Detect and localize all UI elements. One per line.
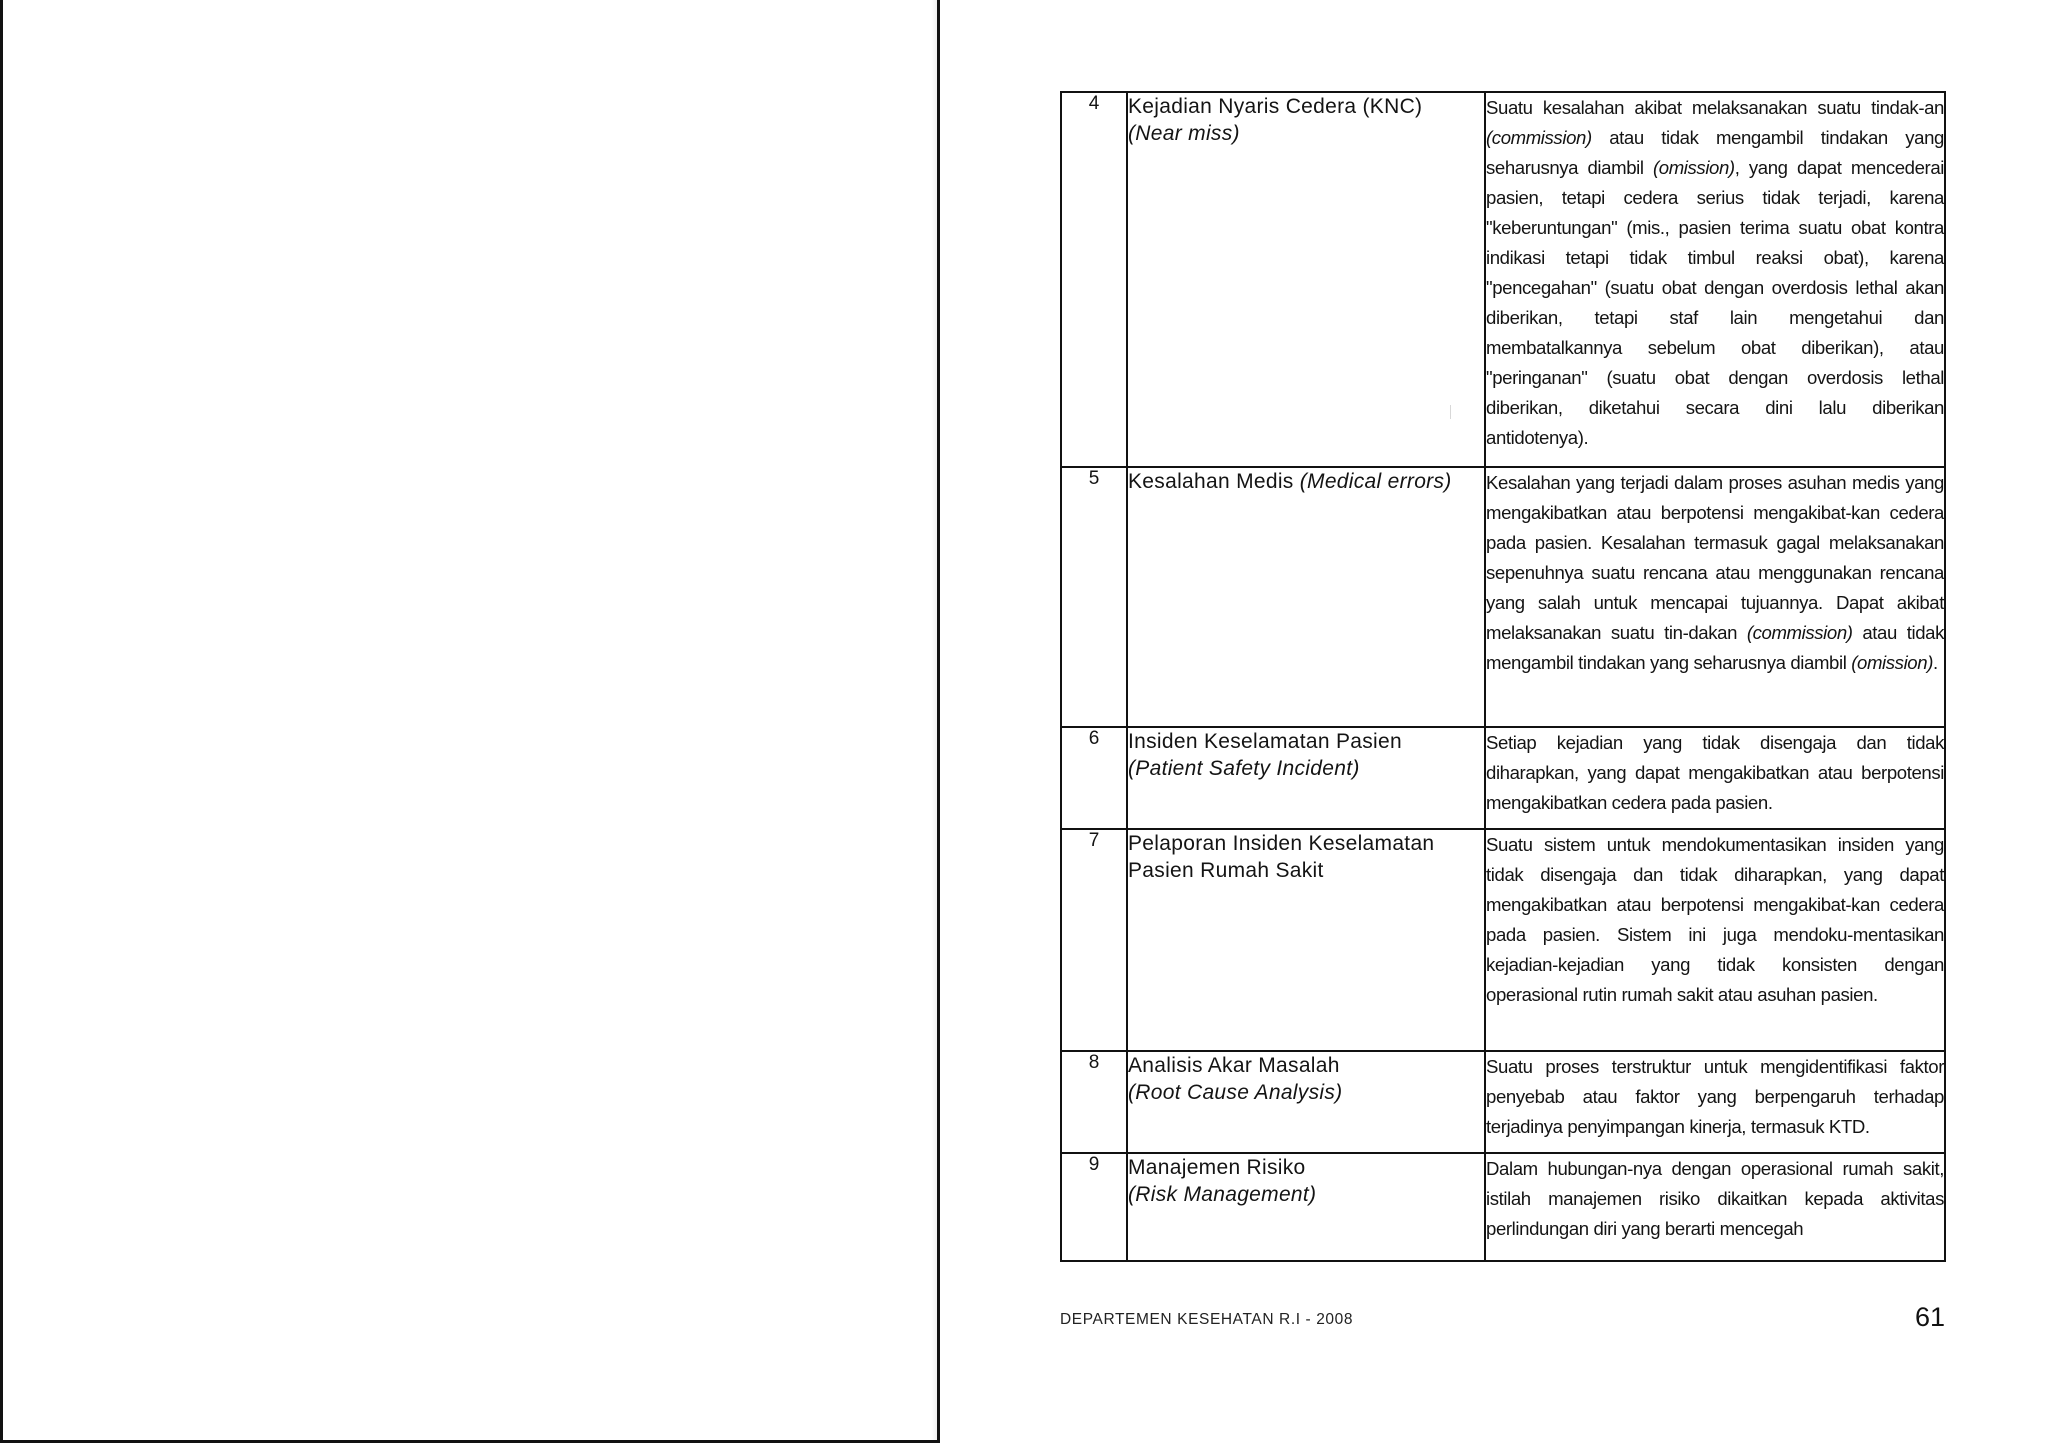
page-fold-shadow: [931, 0, 937, 1440]
term-english: (Near miss): [1128, 122, 1240, 145]
term-english: (Medical errors): [1299, 470, 1452, 493]
term-cell: [1127, 1153, 1485, 1261]
definition-text: .: [1933, 652, 1938, 673]
table-row: [1061, 467, 1945, 727]
term-indonesian: Manajemen Risiko: [1128, 1156, 1306, 1179]
term-indonesian: Analisis Akar Masalah: [1128, 1054, 1340, 1077]
definition-text: , yang dapat mencederai pasien, tetapi cedera serius tidak terjadi, karena "keberuntungan" (mis., pasien terima suatu obat kontra indikasi tetapi tidak timbul reaksi obat), karena "pencegahan" (suatu obat dengan overdosis lethal akan diberikan, tetapi staf lain mengetahui dan membatalkannya sebelum obat diberikan), atau "peringanan" (suatu obat dengan overdosis lethal diberikan, diketahui secara dini lalu diberikan antidotenya).: [1486, 157, 1945, 448]
definition-italic-term: (commission): [1746, 622, 1853, 643]
row-number: 7: [1061, 829, 1127, 1051]
definition-text: Dalam hubungan-nya dengan operasional rumah sakit, istilah manajemen risiko dikaitkan kepada aktivitas perlindungan diri yang berarti mencegah: [1486, 1158, 1944, 1239]
definition-italic-term: (omission): [1851, 652, 1933, 673]
term-english: (Patient Safety Incident): [1128, 757, 1360, 780]
definition-italic-term: (commission): [1486, 127, 1592, 148]
term-cell: [1127, 727, 1485, 829]
definition-text: Suatu proses terstruktur untuk mengidentifikasi faktor penyebab atau faktor yang berpengaruh terhadap terjadinya penyimpangan kinerja, termasuk KTD.: [1486, 1056, 1944, 1137]
definition-cell: [1485, 92, 1945, 467]
term-cell: [1127, 467, 1485, 727]
term-indonesian: Pelaporan Insiden Keselamatan Pasien Rumah Sakit: [1128, 832, 1435, 882]
table-row: [1061, 1051, 1945, 1153]
footer-department: DEPARTEMEN KESEHATAN R.I - 2008: [1060, 1311, 1354, 1328]
definition-text: Suatu kesalahan akibat melaksanakan suatu tindak-an: [1486, 97, 1944, 118]
table-row: [1061, 727, 1945, 829]
term-english: (Risk Management): [1128, 1183, 1317, 1206]
definition-cell: [1485, 1051, 1945, 1153]
term-english: (Root Cause Analysis): [1128, 1081, 1343, 1104]
definition-cell: [1485, 829, 1945, 1051]
definition-cell: [1485, 1153, 1945, 1261]
definition-text: Suatu sistem untuk mendokumentasikan insiden yang tidak disengaja dan tidak diharapkan, yang dapat mengakibatkan atau berpotensi mengakibat-kan cedera pada pasien. Sistem ini juga mendoku-mentasikan kejadian-kejadian yang tidak konsisten dengan operasional rutin rumah sakit atau asuhan pasien.: [1486, 834, 1944, 1005]
term-cell: [1127, 829, 1485, 1051]
row-number: 5: [1061, 467, 1127, 727]
table-row: [1061, 829, 1945, 1051]
term-cell: [1127, 1051, 1485, 1153]
definition-text: Setiap kejadian yang tidak disengaja dan tidak diharapkan, yang dapat mengakibatkan atau berpotensi mengakibatkan cedera pada pasien.: [1486, 732, 1944, 813]
row-number: 4: [1061, 92, 1127, 467]
page-number: 61: [1914, 1302, 1945, 1332]
table-row: [1061, 92, 1945, 467]
row-number: 9: [1061, 1153, 1127, 1261]
term-cell: [1127, 92, 1485, 467]
table-row: [1061, 1153, 1945, 1261]
definition-cell: [1485, 727, 1945, 829]
row-number: 6: [1061, 727, 1127, 829]
term-indonesian: Insiden Keselamatan Pasien: [1128, 730, 1402, 753]
term-indonesian: Kejadian Nyaris Cedera (KNC): [1128, 95, 1423, 118]
definition-text: Kesalahan yang terjadi dalam proses asuhan medis yang mengakibatkan atau berpotensi mengakibat-kan cedera pada pasien. Kesalahan termasuk gagal melaksanakan sepenuhnya suatu rencana atau menggunakan rencana yang salah untuk mencapai tujuannya. Dapat akibat melaksanakan suatu tin-dakan: [1486, 472, 1944, 643]
row-number: 8: [1061, 1051, 1127, 1153]
glossary-table: [1060, 91, 1946, 1262]
definition-text: atau tidak mengambil tindakan yang seharusnya diambil: [1486, 622, 1944, 673]
term-indonesian: Kesalahan Medis: [1128, 470, 1300, 493]
definition-cell: [1485, 467, 1945, 727]
definition-text: atau tidak mengambil tindakan yang seharusnya diambil: [1486, 127, 1944, 178]
definition-italic-term: (omission): [1652, 157, 1735, 178]
left-page-blank: [0, 0, 940, 1443]
